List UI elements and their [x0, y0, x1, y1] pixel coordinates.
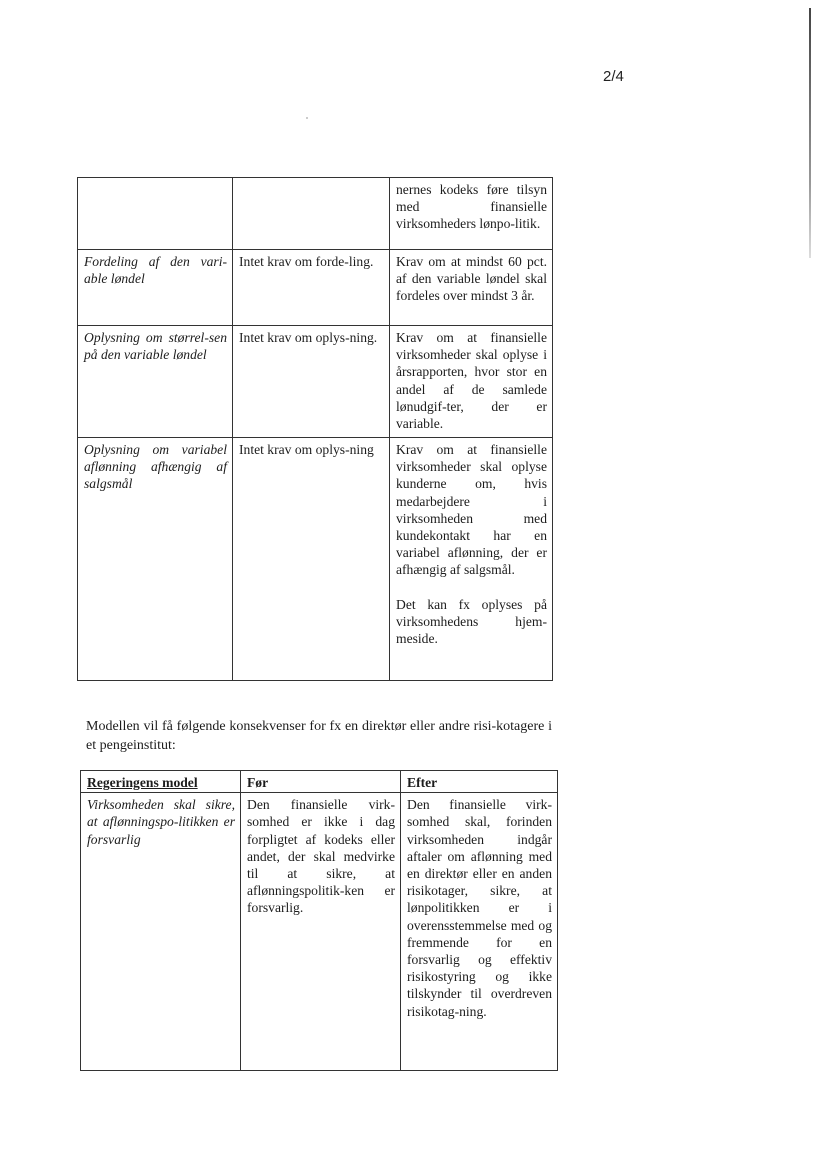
- intro-paragraph: Modellen vil få følgende konsekvenser for fx en direktør eller andre risi-kotagere i et pengeinstitut:: [86, 719, 552, 753]
- before-cell: Intet krav om oplys-ning: [233, 438, 390, 681]
- table-row: [78, 438, 553, 681]
- criterion-cell: Oplysning om variabel aflønning afhængig af salgsmål: [78, 438, 233, 681]
- criterion-cell: Oplysning om størrel-sen på den variable løndel: [78, 326, 233, 438]
- after-cell: [390, 326, 553, 438]
- after-cell: [390, 438, 553, 681]
- header-cell: [241, 771, 401, 793]
- comparison-table-continued: [77, 177, 553, 681]
- consequences-table: [80, 770, 558, 1071]
- criterion-cell: Virksomheden skal sikre, at aflønningspo-litikken er forsvarlig: [81, 793, 241, 1071]
- table-row: [78, 178, 553, 250]
- after-paragraph: Krav om at finansielle virksomheder skal oplyse i årsrapporten, hvor stor en andel af de samlede lønudgif-ter, der er variable.: [396, 330, 547, 432]
- header-after: Efter: [407, 775, 438, 790]
- before-cell: [233, 178, 390, 250]
- table-header-row: [81, 771, 558, 793]
- after-cell: Den finansielle virk-somhed skal, forinden virksomheden indgår aftaler om aflønning med en direktør eller en anden risikotager, sikre, at lønpolitikken er i overensstemmelse med og fremmende for en forsvarlig og effektiv risikostyring og ikke tilskynder til overdreven risikotag-ning.: [401, 793, 558, 1071]
- page-edge-line: [809, 8, 811, 258]
- header-model: Regeringens model: [87, 775, 198, 790]
- after-cell: [390, 250, 553, 326]
- header-cell: [81, 771, 241, 793]
- after-paragraph: Det kan fx oplyses på virksomhedens hjem-meside.: [396, 596, 547, 647]
- table-row: [81, 793, 558, 1071]
- paragraph-spacer: [396, 579, 547, 596]
- criterion-cell: [78, 178, 233, 250]
- header-cell: [401, 771, 558, 793]
- scan-speck: [306, 117, 308, 119]
- table-row: [78, 250, 553, 326]
- before-cell: Den finansielle virk-somhed er ikke i dag forpligtet af kodeks eller andet, der skal medvirke til at sikre, at aflønningspolitik-ken er forsvarlig.: [241, 793, 401, 1071]
- table-row: [78, 326, 553, 438]
- after-paragraph: Krav om at finansielle virksomheder skal oplyse kunderne om, hvis medarbejdere i virksomheden med kundekontakt har en variabel aflønning, der er afhængig af salgsmål.: [396, 442, 547, 578]
- before-cell: Intet krav om oplys-ning.: [233, 326, 390, 438]
- before-cell: Intet krav om forde-ling.: [233, 250, 390, 326]
- page-number: 2/4: [603, 68, 624, 85]
- header-before: Før: [247, 775, 269, 790]
- criterion-cell: Fordeling af den vari-able løndel: [78, 250, 233, 326]
- after-cell: [390, 178, 553, 250]
- after-paragraph: nernes kodeks føre tilsyn med finansielle virksomheders lønpo-litik.: [396, 182, 547, 232]
- after-paragraph: Krav om at mindst 60 pct. af den variable løndel skal fordeles over mindst 3 år.: [396, 254, 547, 304]
